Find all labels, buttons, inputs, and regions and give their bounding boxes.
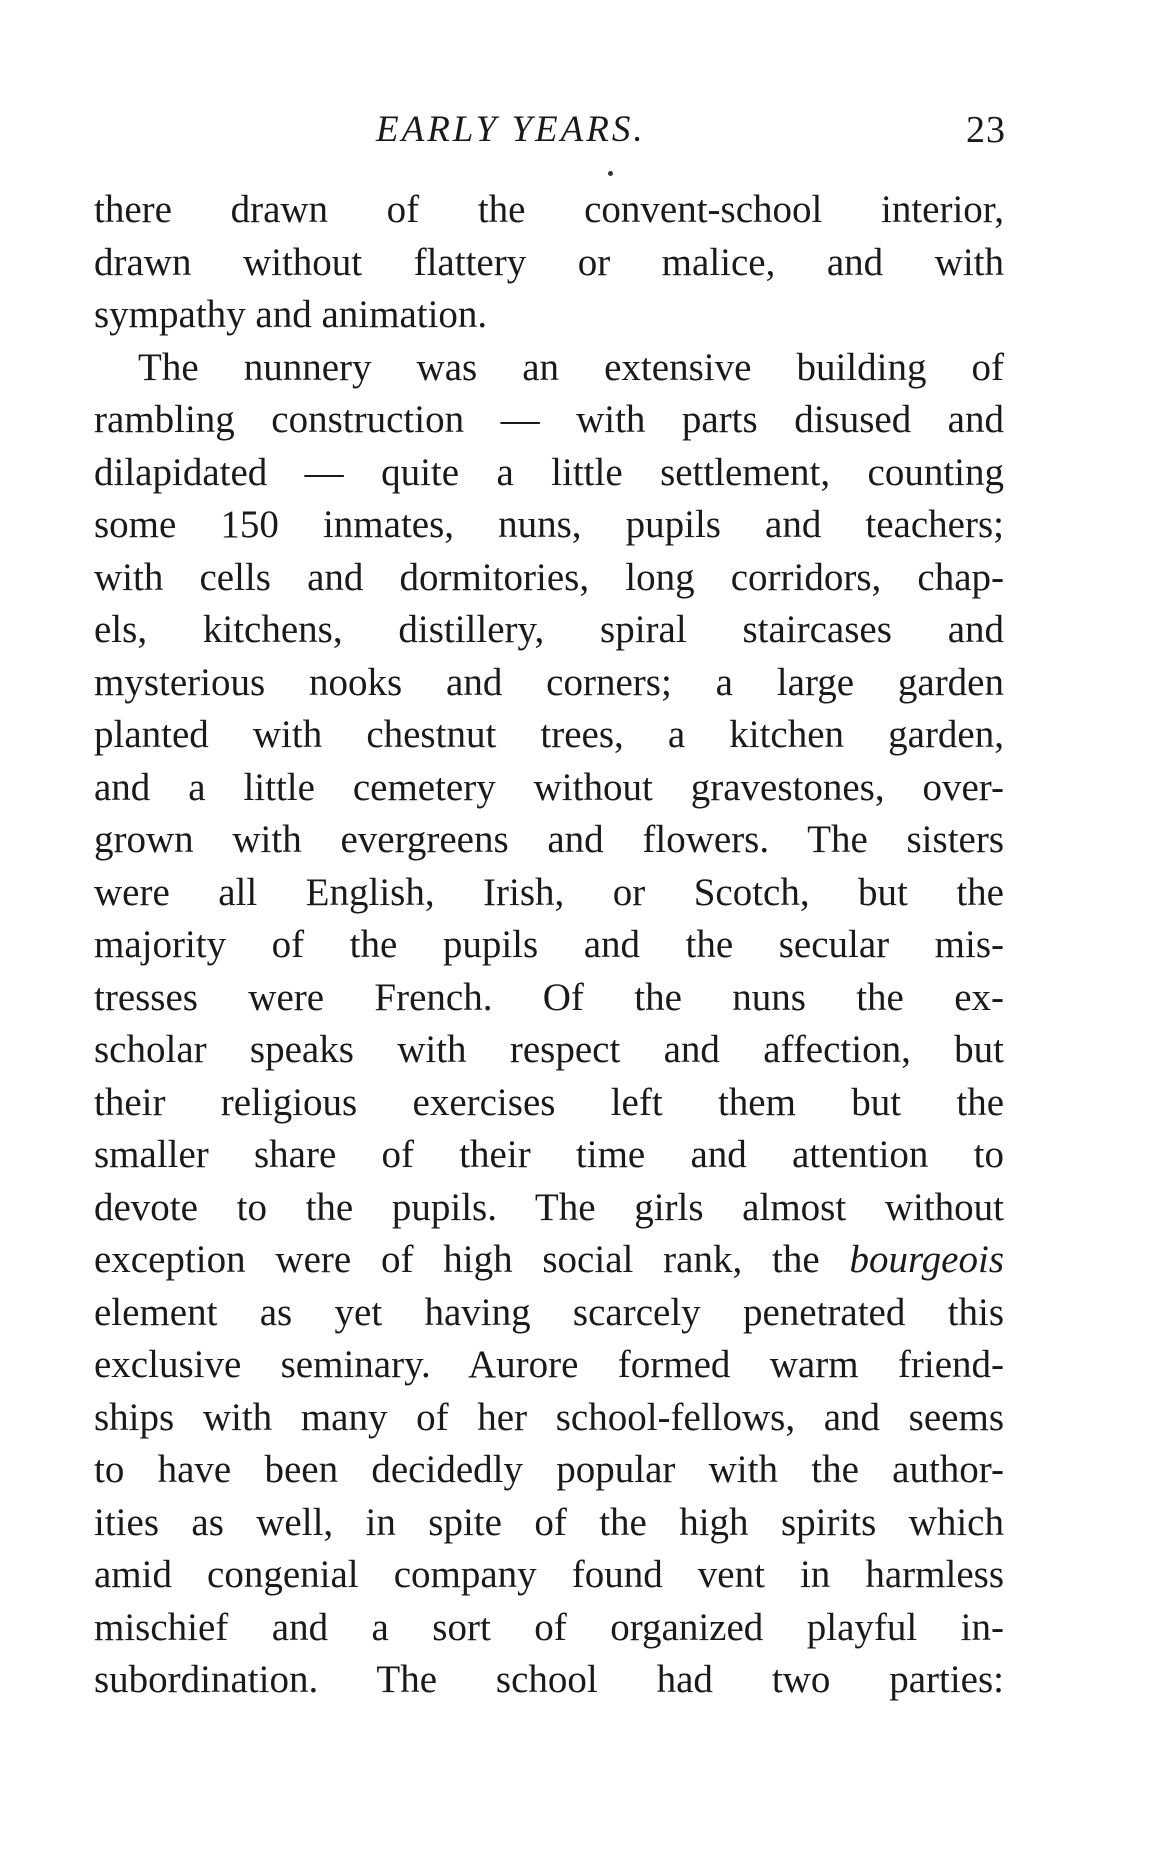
text-line: some 150 inmates, nuns, pupils and teachers;	[94, 503, 1004, 546]
text-line: with cells and dormitories, long corridors, chap-	[94, 555, 1004, 599]
text-line: majority of the pupils and the secular mis-	[94, 923, 1004, 966]
text-line: to have been decidedly popular with the author-	[94, 1448, 1004, 1491]
paragraph-start-line: The nunnery was an extensive building of	[138, 345, 1004, 389]
text-line: smaller share of their time and attention to	[94, 1133, 1004, 1176]
page-number: 23	[966, 109, 1006, 151]
text-line: sympathy and animation.	[94, 293, 488, 336]
text-line: amid congenial company found vent in harmless	[94, 1553, 1004, 1596]
text-line: dilapidated — quite a little settlement, counting	[94, 450, 1004, 494]
text-line: there drawn of the convent-school interior,	[94, 188, 1004, 231]
text-line: mischief and a sort of organized playful in-	[94, 1605, 1004, 1649]
text-line: their religious exercises left them but the	[94, 1080, 1004, 1124]
text-line: tresses were French. Of the nuns the ex-	[94, 975, 1004, 1019]
text-line: element as yet having scarcely penetrated this	[94, 1290, 1004, 1334]
text-line: exclusive seminary. Aurore formed warm friend-	[94, 1343, 1004, 1386]
text-line: grown with evergreens and flowers. The sisters	[94, 818, 1004, 861]
text-line: devote to the pupils. The girls almost without	[94, 1185, 1004, 1229]
text-line: planted with chestnut trees, a kitchen garden,	[94, 713, 1004, 756]
text-line: rambling construction — with parts disused and	[94, 398, 1004, 441]
body-text	[94, 184, 1004, 1707]
text-line: scholar speaks with respect and affection, but	[94, 1028, 1004, 1071]
text-line: mysterious nooks and corners; a large garden	[94, 660, 1004, 704]
text-line: ships with many of her school-fellows, and seems	[94, 1395, 1004, 1439]
ornament-dot-icon	[608, 171, 613, 176]
text-line: drawn without flattery or malice, and with	[94, 240, 1004, 284]
text-line: and a little cemetery without gravestones, over-	[94, 765, 1004, 809]
text-line	[94, 1234, 1004, 1287]
text-line: subordination. The school had two parties:	[94, 1658, 1004, 1701]
text-line: were all English, Irish, or Scotch, but the	[94, 870, 1004, 914]
text-line-segment: exception were of high social rank, the	[94, 1238, 850, 1281]
text-line: els, kitchens, distillery, spiral staircases and	[94, 608, 1004, 651]
text-line: ities as well, in spite of the high spirits which	[94, 1500, 1004, 1544]
running-head	[0, 104, 1155, 156]
italic-word: bourgeois	[849, 1238, 1004, 1281]
running-title: EARLY YEARS.	[376, 109, 646, 150]
